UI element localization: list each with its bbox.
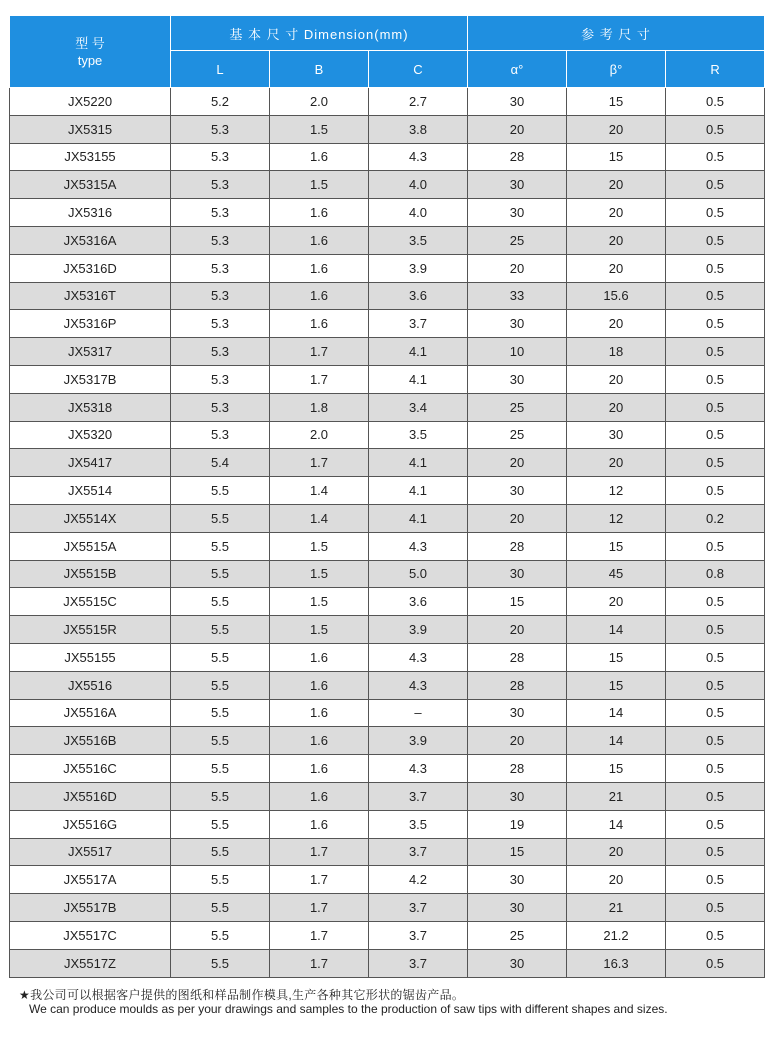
column-header-r: R <box>666 51 765 88</box>
cell-beta: 20 <box>567 449 666 477</box>
cell-b: 1.7 <box>270 338 369 366</box>
cell-type: JX53155 <box>10 143 171 171</box>
cell-l: 5.5 <box>171 643 270 671</box>
cell-c: 4.1 <box>369 365 468 393</box>
footnote-chinese: 我公司可以根据客户提供的图纸和样品制作模具,生产各种其它形状的锯齿产品。 <box>30 988 465 1002</box>
cell-beta: 20 <box>567 866 666 894</box>
cell-beta: 21 <box>567 894 666 922</box>
cell-b: 2.0 <box>270 421 369 449</box>
cell-c: 3.8 <box>369 115 468 143</box>
star-icon: ★ <box>19 988 31 1002</box>
cell-b: 1.7 <box>270 365 369 393</box>
cell-alpha: 30 <box>468 365 567 393</box>
column-header-c: C <box>369 51 468 88</box>
cell-alpha: 28 <box>468 755 567 783</box>
cell-beta: 30 <box>567 421 666 449</box>
cell-l: 5.5 <box>171 810 270 838</box>
type-header <box>10 16 171 88</box>
cell-c: 3.9 <box>369 727 468 755</box>
cell-alpha: 33 <box>468 282 567 310</box>
table-row <box>10 588 765 616</box>
cell-r: 0.2 <box>666 504 765 532</box>
cell-l: 5.3 <box>171 199 270 227</box>
cell-b: 1.6 <box>270 782 369 810</box>
cell-c: 3.5 <box>369 421 468 449</box>
cell-r: 0.5 <box>666 338 765 366</box>
cell-l: 5.5 <box>171 532 270 560</box>
cell-type: JX5516A <box>10 699 171 727</box>
cell-type: JX55155 <box>10 643 171 671</box>
table-row <box>10 226 765 254</box>
cell-r: 0.5 <box>666 393 765 421</box>
table-row <box>10 171 765 199</box>
cell-b: 1.6 <box>270 310 369 338</box>
cell-c: 3.7 <box>369 949 468 977</box>
cell-type: JX5517B <box>10 894 171 922</box>
cell-c: 3.7 <box>369 838 468 866</box>
table-row <box>10 671 765 699</box>
cell-b: 1.7 <box>270 838 369 866</box>
cell-l: 5.3 <box>171 143 270 171</box>
cell-alpha: 30 <box>468 88 567 116</box>
cell-type: JX5316 <box>10 199 171 227</box>
cell-r: 0.5 <box>666 532 765 560</box>
table-row <box>10 199 765 227</box>
cell-type: JX5517Z <box>10 949 171 977</box>
cell-b: 1.6 <box>270 810 369 838</box>
cell-type: JX5320 <box>10 421 171 449</box>
cell-alpha: 30 <box>468 199 567 227</box>
table-row <box>10 727 765 755</box>
dimension-group-header: 基 本 尺 寸 Dimension(mm) <box>171 16 468 51</box>
cell-alpha: 30 <box>468 699 567 727</box>
cell-beta: 16.3 <box>567 949 666 977</box>
table-row <box>10 254 765 282</box>
cell-alpha: 30 <box>468 560 567 588</box>
cell-beta: 21.2 <box>567 921 666 949</box>
cell-b: 1.6 <box>270 282 369 310</box>
cell-c: 4.2 <box>369 866 468 894</box>
cell-beta: 12 <box>567 504 666 532</box>
cell-b: 1.5 <box>270 115 369 143</box>
cell-l: 5.5 <box>171 727 270 755</box>
cell-r: 0.5 <box>666 949 765 977</box>
cell-alpha: 30 <box>468 866 567 894</box>
cell-b: 1.5 <box>270 532 369 560</box>
cell-r: 0.5 <box>666 171 765 199</box>
table-row <box>10 421 765 449</box>
cell-alpha: 20 <box>468 449 567 477</box>
cell-type: JX5515C <box>10 588 171 616</box>
cell-alpha: 28 <box>468 643 567 671</box>
cell-c: 3.9 <box>369 254 468 282</box>
column-header-alpha: α° <box>468 51 567 88</box>
cell-c: 4.0 <box>369 199 468 227</box>
cell-l: 5.3 <box>171 282 270 310</box>
cell-beta: 15 <box>567 643 666 671</box>
cell-beta: 15 <box>567 755 666 783</box>
cell-beta: 20 <box>567 115 666 143</box>
table-row <box>10 699 765 727</box>
cell-b: 1.6 <box>270 699 369 727</box>
cell-l: 5.5 <box>171 699 270 727</box>
cell-type: JX5516B <box>10 727 171 755</box>
cell-alpha: 15 <box>468 838 567 866</box>
table-header <box>10 16 765 88</box>
cell-beta: 20 <box>567 588 666 616</box>
cell-l: 5.5 <box>171 921 270 949</box>
cell-alpha: 30 <box>468 477 567 505</box>
cell-l: 5.5 <box>171 477 270 505</box>
cell-r: 0.5 <box>666 199 765 227</box>
cell-b: 1.8 <box>270 393 369 421</box>
cell-beta: 20 <box>567 226 666 254</box>
cell-b: 1.6 <box>270 727 369 755</box>
cell-r: 0.5 <box>666 866 765 894</box>
cell-l: 5.5 <box>171 866 270 894</box>
cell-beta: 15 <box>567 88 666 116</box>
cell-alpha: 30 <box>468 310 567 338</box>
cell-l: 5.3 <box>171 393 270 421</box>
cell-alpha: 20 <box>468 254 567 282</box>
cell-beta: 20 <box>567 838 666 866</box>
cell-c: 3.5 <box>369 810 468 838</box>
cell-alpha: 20 <box>468 504 567 532</box>
cell-c: 4.1 <box>369 504 468 532</box>
cell-alpha: 19 <box>468 810 567 838</box>
cell-b: 1.4 <box>270 504 369 532</box>
cell-b: 1.5 <box>270 560 369 588</box>
cell-l: 5.2 <box>171 88 270 116</box>
cell-type: JX5516D <box>10 782 171 810</box>
cell-b: 1.6 <box>270 755 369 783</box>
cell-l: 5.5 <box>171 755 270 783</box>
cell-alpha: 28 <box>468 143 567 171</box>
cell-alpha: 10 <box>468 338 567 366</box>
cell-beta: 14 <box>567 727 666 755</box>
cell-b: 1.5 <box>270 616 369 644</box>
table-row <box>10 866 765 894</box>
cell-alpha: 30 <box>468 171 567 199</box>
cell-r: 0.5 <box>666 477 765 505</box>
cell-b: 1.7 <box>270 866 369 894</box>
cell-b: 1.6 <box>270 226 369 254</box>
cell-type: JX5516 <box>10 671 171 699</box>
cell-alpha: 25 <box>468 393 567 421</box>
cell-alpha: 25 <box>468 421 567 449</box>
table-row <box>10 449 765 477</box>
cell-l: 5.5 <box>171 782 270 810</box>
cell-type: JX5516C <box>10 755 171 783</box>
cell-l: 5.5 <box>171 616 270 644</box>
cell-beta: 20 <box>567 199 666 227</box>
cell-c: 3.6 <box>369 588 468 616</box>
footnote-english: We can produce moulds as per your drawings and samples to the production of saw tips with different shapes and sizes. <box>29 1002 668 1016</box>
table-row <box>10 338 765 366</box>
cell-type: JX5417 <box>10 449 171 477</box>
table-row <box>10 810 765 838</box>
cell-type: JX5517C <box>10 921 171 949</box>
cell-type: JX5317B <box>10 365 171 393</box>
cell-r: 0.5 <box>666 449 765 477</box>
cell-alpha: 20 <box>468 115 567 143</box>
cell-r: 0.5 <box>666 755 765 783</box>
table-row <box>10 755 765 783</box>
cell-r: 0.5 <box>666 727 765 755</box>
cell-alpha: 30 <box>468 949 567 977</box>
cell-l: 5.3 <box>171 171 270 199</box>
cell-r: 0.5 <box>666 421 765 449</box>
cell-c: 4.0 <box>369 171 468 199</box>
table-row <box>10 282 765 310</box>
cell-type: JX5514X <box>10 504 171 532</box>
cell-b: 1.7 <box>270 949 369 977</box>
cell-r: 0.5 <box>666 365 765 393</box>
table-body <box>10 88 765 978</box>
cell-r: 0.5 <box>666 643 765 671</box>
cell-c: 3.7 <box>369 782 468 810</box>
table-row <box>10 643 765 671</box>
cell-l: 5.4 <box>171 449 270 477</box>
table-row <box>10 949 765 977</box>
cell-beta: 45 <box>567 560 666 588</box>
cell-c: 4.3 <box>369 671 468 699</box>
column-header-beta: β° <box>567 51 666 88</box>
cell-type: JX5318 <box>10 393 171 421</box>
cell-r: 0.5 <box>666 143 765 171</box>
cell-alpha: 28 <box>468 532 567 560</box>
cell-c: 4.3 <box>369 755 468 783</box>
cell-l: 5.5 <box>171 671 270 699</box>
cell-r: 0.5 <box>666 699 765 727</box>
cell-r: 0.5 <box>666 310 765 338</box>
cell-alpha: 28 <box>468 671 567 699</box>
cell-r: 0.8 <box>666 560 765 588</box>
cell-c: 3.9 <box>369 616 468 644</box>
cell-r: 0.5 <box>666 254 765 282</box>
cell-l: 5.5 <box>171 560 270 588</box>
cell-beta: 18 <box>567 338 666 366</box>
cell-type: JX5316T <box>10 282 171 310</box>
table-row <box>10 782 765 810</box>
cell-c: 4.1 <box>369 477 468 505</box>
cell-beta: 12 <box>567 477 666 505</box>
cell-c: 3.7 <box>369 921 468 949</box>
cell-beta: 15.6 <box>567 282 666 310</box>
table-row <box>10 393 765 421</box>
cell-alpha: 25 <box>468 226 567 254</box>
footnote <box>19 988 668 1016</box>
cell-l: 5.5 <box>171 949 270 977</box>
table-row <box>10 504 765 532</box>
cell-r: 0.5 <box>666 226 765 254</box>
cell-r: 0.5 <box>666 588 765 616</box>
cell-type: JX5220 <box>10 88 171 116</box>
cell-l: 5.3 <box>171 338 270 366</box>
type-header-cn: 型 号 <box>75 35 105 51</box>
table-row <box>10 115 765 143</box>
cell-r: 0.5 <box>666 838 765 866</box>
cell-r: 0.5 <box>666 616 765 644</box>
cell-l: 5.5 <box>171 894 270 922</box>
cell-c: 5.0 <box>369 560 468 588</box>
table-row <box>10 477 765 505</box>
cell-r: 0.5 <box>666 894 765 922</box>
table-row <box>10 365 765 393</box>
cell-beta: 14 <box>567 616 666 644</box>
column-header-b: B <box>270 51 369 88</box>
cell-type: JX5317 <box>10 338 171 366</box>
cell-l: 5.3 <box>171 365 270 393</box>
cell-type: JX5316P <box>10 310 171 338</box>
cell-beta: 21 <box>567 782 666 810</box>
cell-r: 0.5 <box>666 810 765 838</box>
cell-type: JX5315A <box>10 171 171 199</box>
table-row <box>10 838 765 866</box>
cell-l: 5.3 <box>171 254 270 282</box>
cell-b: 1.5 <box>270 588 369 616</box>
table-row <box>10 921 765 949</box>
cell-r: 0.5 <box>666 282 765 310</box>
cell-type: JX5517A <box>10 866 171 894</box>
cell-c: 4.3 <box>369 643 468 671</box>
cell-r: 0.5 <box>666 782 765 810</box>
cell-l: 5.3 <box>171 115 270 143</box>
cell-beta: 14 <box>567 699 666 727</box>
cell-c: 3.4 <box>369 393 468 421</box>
table-row <box>10 143 765 171</box>
reference-group-header: 参 考 尺 寸 <box>468 16 765 51</box>
cell-type: JX5316D <box>10 254 171 282</box>
cell-c: 3.7 <box>369 894 468 922</box>
cell-l: 5.3 <box>171 310 270 338</box>
cell-beta: 20 <box>567 171 666 199</box>
type-header-en: type <box>77 52 103 68</box>
column-header-l: L <box>171 51 270 88</box>
table-row <box>10 894 765 922</box>
cell-c: 3.5 <box>369 226 468 254</box>
cell-l: 5.3 <box>171 421 270 449</box>
cell-r: 0.5 <box>666 115 765 143</box>
cell-c: 3.6 <box>369 282 468 310</box>
cell-type: JX5515R <box>10 616 171 644</box>
table-row <box>10 616 765 644</box>
cell-type: JX5517 <box>10 838 171 866</box>
cell-beta: 15 <box>567 532 666 560</box>
cell-b: 1.6 <box>270 643 369 671</box>
cell-r: 0.5 <box>666 88 765 116</box>
cell-r: 0.5 <box>666 671 765 699</box>
cell-c: 3.7 <box>369 310 468 338</box>
cell-type: JX5315 <box>10 115 171 143</box>
table-row <box>10 532 765 560</box>
cell-b: 1.6 <box>270 254 369 282</box>
cell-b: 1.6 <box>270 199 369 227</box>
cell-l: 5.5 <box>171 588 270 616</box>
cell-beta: 14 <box>567 810 666 838</box>
cell-b: 1.6 <box>270 671 369 699</box>
cell-c: 4.1 <box>369 449 468 477</box>
cell-beta: 20 <box>567 310 666 338</box>
cell-alpha: 20 <box>468 616 567 644</box>
spec-table <box>9 15 765 978</box>
cell-type: JX5516G <box>10 810 171 838</box>
cell-beta: 20 <box>567 393 666 421</box>
cell-type: JX5514 <box>10 477 171 505</box>
cell-alpha: 25 <box>468 921 567 949</box>
cell-beta: 15 <box>567 143 666 171</box>
table-row <box>10 310 765 338</box>
cell-beta: 20 <box>567 254 666 282</box>
cell-alpha: 15 <box>468 588 567 616</box>
cell-beta: 20 <box>567 365 666 393</box>
cell-b: 1.5 <box>270 171 369 199</box>
cell-b: 1.6 <box>270 143 369 171</box>
cell-b: 1.7 <box>270 449 369 477</box>
cell-b: 2.0 <box>270 88 369 116</box>
cell-l: 5.5 <box>171 838 270 866</box>
cell-type: JX5515B <box>10 560 171 588</box>
cell-c: 4.3 <box>369 532 468 560</box>
cell-l: 5.3 <box>171 226 270 254</box>
cell-b: 1.7 <box>270 921 369 949</box>
cell-c: 4.1 <box>369 338 468 366</box>
cell-alpha: 30 <box>468 894 567 922</box>
cell-b: 1.7 <box>270 894 369 922</box>
cell-alpha: 30 <box>468 782 567 810</box>
cell-beta: 15 <box>567 671 666 699</box>
cell-type: JX5515A <box>10 532 171 560</box>
cell-b: 1.4 <box>270 477 369 505</box>
table-row <box>10 560 765 588</box>
cell-type: JX5316A <box>10 226 171 254</box>
cell-alpha: 20 <box>468 727 567 755</box>
cell-c: – <box>369 699 468 727</box>
cell-r: 0.5 <box>666 921 765 949</box>
cell-c: 2.7 <box>369 88 468 116</box>
table-row <box>10 88 765 116</box>
cell-c: 4.3 <box>369 143 468 171</box>
cell-l: 5.5 <box>171 504 270 532</box>
